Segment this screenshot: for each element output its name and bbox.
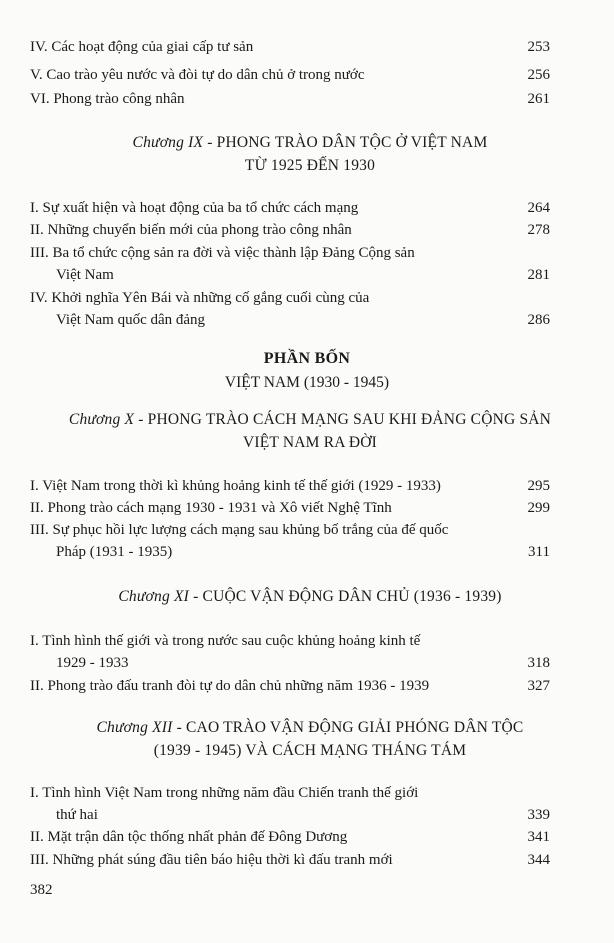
entry-title-continued: 1929 - 1933 (56, 655, 129, 671)
entry-title-continued: Việt Nam quốc dân đảng (56, 312, 206, 328)
entry-title: I. Tình hình thế giới và trong nước sau cuộc khủng hoảng kinh tế (30, 633, 421, 649)
page-number: 339 (527, 807, 550, 823)
entry-title: IV. Các hoạt động của giai cấp tư sản (30, 39, 254, 55)
toc-entry[interactable] (30, 849, 550, 871)
page-number: 256 (527, 67, 550, 83)
toc-entry[interactable] (30, 826, 550, 848)
page-number: 327 (527, 678, 550, 694)
toc-entry[interactable] (30, 287, 550, 331)
toc-entry[interactable] (30, 519, 550, 563)
page-number: 295 (527, 478, 550, 494)
toc-entry[interactable] (30, 36, 550, 58)
toc-entry[interactable] (30, 475, 550, 497)
entry-title: I. Sự xuất hiện và hoạt động của ba tổ chức cách mạng (30, 200, 359, 216)
part-subtitle: VIỆT NAM (1930 - 1945) (224, 374, 390, 391)
chapter-heading (40, 408, 580, 454)
entry-title: III. Những phát súng đầu tiên báo hiệu thời kì đấu tranh mới (30, 852, 393, 868)
page-number: 344 (527, 852, 550, 868)
page-number: 278 (527, 222, 550, 238)
entry-title-continued: Việt Nam (56, 267, 114, 283)
toc-entry[interactable] (30, 88, 550, 110)
chapter-heading (40, 585, 580, 608)
page-number: 286 (527, 312, 550, 328)
page-number: 261 (527, 91, 550, 107)
entry-title: III. Sự phục hồi lực lượng cách mạng sau khủng bố trắng của đế quốc (30, 522, 449, 538)
chapter-title: - PHONG TRÀO CÁCH MẠNG SAU KHI ĐẢNG CỘNG SẢN (134, 411, 552, 428)
folio-page-number: 382 (30, 882, 53, 898)
page-number: 341 (527, 829, 550, 845)
entry-title: II. Phong trào cách mạng 1930 - 1931 và Xô viết Nghệ Tĩnh (30, 500, 392, 516)
chapter-title: - CUỘC VẬN ĐỘNG DÂN CHỦ (1936 - 1939) (189, 588, 502, 605)
page-number: 311 (528, 544, 550, 560)
entry-title: VI. Phong trào công nhân (30, 91, 185, 107)
chapter-heading (40, 716, 580, 762)
chapter-title: - CAO TRÀO VẬN ĐỘNG GIẢI PHÓNG DÂN TỘC (172, 719, 524, 736)
chapter-label: Chương X (68, 411, 135, 428)
page-number: 299 (527, 500, 550, 516)
page-number: 318 (527, 655, 550, 671)
entry-title: V. Cao trào yêu nước và đòi tự do dân chủ ở trong nước (30, 67, 365, 83)
entry-title: IV. Khởi nghĩa Yên Bái và những cố gắng cuối cùng của (30, 290, 370, 306)
chapter-title: - PHONG TRÀO DÂN TỘC Ở VIỆT NAM (203, 134, 488, 151)
page-number: 253 (527, 39, 550, 55)
toc-entry[interactable] (30, 497, 550, 519)
entry-title: III. Ba tổ chức cộng sản ra đời và việc thành lập Đảng Cộng sản (30, 245, 415, 261)
chapter-title-line2: VIỆT NAM RA ĐỜI (242, 434, 378, 451)
entry-title: II. Những chuyển biến mới của phong trào công nhân (30, 222, 352, 238)
toc-entry[interactable] (30, 197, 550, 219)
entry-title-continued: Pháp (1931 - 1935) (56, 544, 173, 560)
toc-entry[interactable] (30, 219, 550, 241)
toc-entry[interactable] (30, 782, 550, 826)
chapter-title-line2: TỪ 1925 ĐẾN 1930 (244, 157, 376, 174)
part-title: PHẦN BỐN (263, 350, 351, 367)
page-number: 281 (527, 267, 550, 283)
chapter-label: Chương XI (118, 588, 190, 605)
toc-entry[interactable] (30, 242, 550, 286)
entry-title: I. Tình hình Việt Nam trong những năm đầu Chiến tranh thế giới (30, 785, 419, 801)
toc-entry[interactable] (30, 630, 550, 674)
entry-title: II. Phong trào đấu tranh đòi tự do dân chủ những năm 1936 - 1939 (30, 678, 430, 694)
entry-title: II. Mặt trận dân tộc thống nhất phản đế Đông Dương (30, 829, 348, 845)
chapter-label: Chương XII (96, 719, 173, 736)
entry-title: I. Việt Nam trong thời kì khủng hoảng kinh tế thế giới (1929 - 1933) (30, 478, 441, 494)
chapter-title-line2: (1939 - 1945) VÀ CÁCH MẠNG THÁNG TÁM (153, 742, 467, 759)
entry-title-continued: thứ hai (56, 807, 98, 823)
chapter-label: Chương IX (132, 134, 204, 151)
toc-entry[interactable] (30, 64, 550, 86)
toc-entry[interactable] (30, 675, 550, 697)
page-number: 264 (527, 200, 550, 216)
chapter-heading (40, 131, 580, 177)
